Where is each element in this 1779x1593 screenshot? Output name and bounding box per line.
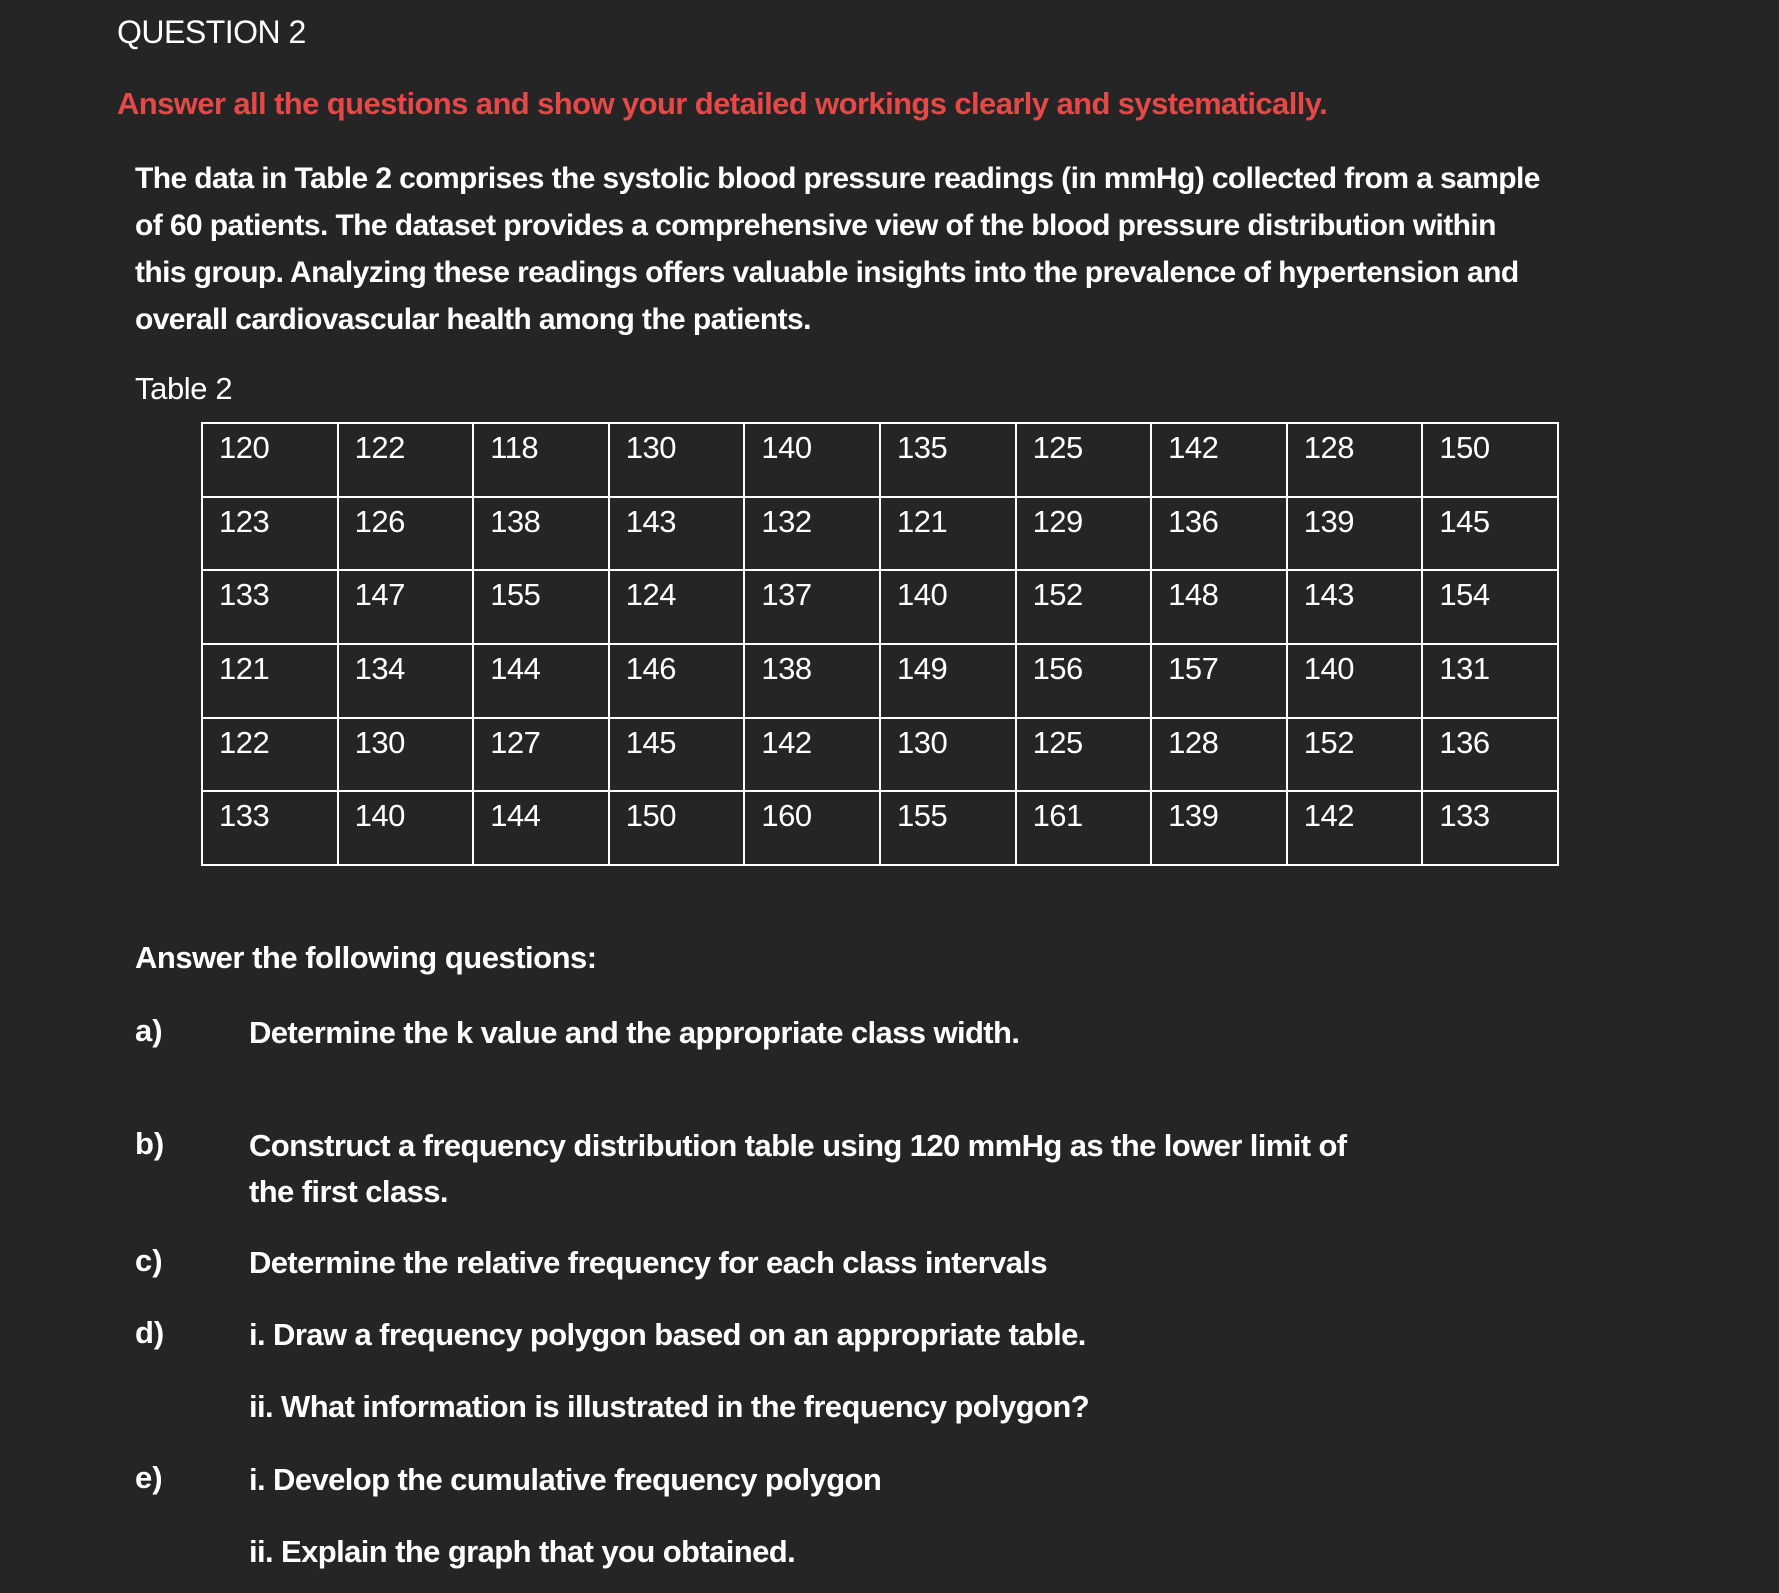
- table-cell: 130: [609, 423, 745, 497]
- table-cell: 142: [744, 718, 880, 792]
- intro-line: The data in Table 2 comprises the systolic blood pressure readings (in mmHg) collected from a sample: [135, 162, 1540, 195]
- table-cell: 148: [1151, 570, 1287, 644]
- question-b-text-line2: the first class.: [249, 1174, 448, 1209]
- table-cell: 147: [338, 570, 474, 644]
- intro-line: of 60 patients. The dataset provides a comprehensive view of the blood pressure distribution within: [135, 209, 1496, 242]
- table-row: [202, 570, 1558, 644]
- question-e-label: e): [135, 1460, 163, 1495]
- table-cell: 154: [1422, 570, 1558, 644]
- table-cell: 136: [1422, 718, 1558, 792]
- table-cell: 134: [338, 644, 474, 718]
- question-e-text-part1: i. Develop the cumulative frequency polygon: [249, 1462, 882, 1497]
- table-cell: 150: [1422, 423, 1558, 497]
- question-a-text: Determine the k value and the appropriate class width.: [249, 1015, 1020, 1050]
- table-cell: 144: [473, 644, 609, 718]
- table-cell: 142: [1151, 423, 1287, 497]
- table-cell: 156: [1016, 644, 1152, 718]
- table-cell: 136: [1151, 497, 1287, 571]
- table-cell: 124: [609, 570, 745, 644]
- table-cell: 152: [1287, 718, 1423, 792]
- table-cell: 160: [744, 791, 880, 865]
- table-cell: 118: [473, 423, 609, 497]
- table-cell: 125: [1016, 718, 1152, 792]
- table-cell: 155: [880, 791, 1016, 865]
- intro-line: this group. Analyzing these readings offers valuable insights into the prevalence of hypertension and: [135, 256, 1519, 289]
- table-cell: 142: [1287, 791, 1423, 865]
- table-cell: 135: [880, 423, 1016, 497]
- table-cell: 144: [473, 791, 609, 865]
- intro-line: overall cardiovascular health among the patients.: [135, 303, 811, 336]
- table-cell: 145: [1422, 497, 1558, 571]
- question-c-text: Determine the relative frequency for each class intervals: [249, 1245, 1048, 1280]
- table-cell: 122: [202, 718, 338, 792]
- table-cell: 138: [744, 644, 880, 718]
- question-heading: QUESTION 2: [117, 14, 306, 50]
- table-row: [202, 497, 1558, 571]
- table-cell: 133: [202, 570, 338, 644]
- table-row: [202, 423, 1558, 497]
- table-row: [202, 644, 1558, 718]
- table-cell: 137: [744, 570, 880, 644]
- table-cell: 161: [1016, 791, 1152, 865]
- table-cell: 138: [473, 497, 609, 571]
- question-d-label: d): [135, 1315, 165, 1350]
- question-a-label: a): [135, 1013, 163, 1048]
- table-cell: 139: [1151, 791, 1287, 865]
- table-cell: 130: [880, 718, 1016, 792]
- questions-prompt: Answer the following questions:: [135, 940, 597, 975]
- blood-pressure-table: [201, 422, 1559, 866]
- table-cell: 132: [744, 497, 880, 571]
- table-cell: 140: [880, 570, 1016, 644]
- question-c-label: c): [135, 1243, 163, 1278]
- question-d-text-part2: ii. What information is illustrated in the frequency polygon?: [249, 1389, 1090, 1424]
- table-caption: Table 2: [135, 371, 233, 406]
- table-cell: 140: [1287, 644, 1423, 718]
- table-cell: 127: [473, 718, 609, 792]
- table-cell: 133: [202, 791, 338, 865]
- table-cell: 139: [1287, 497, 1423, 571]
- table-cell: 121: [202, 644, 338, 718]
- intro-paragraph: [135, 155, 1635, 343]
- table-cell: 155: [473, 570, 609, 644]
- table-cell: 143: [609, 497, 745, 571]
- table-cell: 123: [202, 497, 338, 571]
- table-row: [202, 791, 1558, 865]
- table-cell: 131: [1422, 644, 1558, 718]
- table-cell: 157: [1151, 644, 1287, 718]
- question-e-text-part2: ii. Explain the graph that you obtained.: [249, 1534, 796, 1569]
- table-cell: 140: [744, 423, 880, 497]
- question-b-label: b): [135, 1126, 165, 1161]
- table-cell: 130: [338, 718, 474, 792]
- table-cell: 125: [1016, 423, 1152, 497]
- table-cell: 145: [609, 718, 745, 792]
- table-cell: 146: [609, 644, 745, 718]
- table-row: [202, 718, 1558, 792]
- table-cell: 143: [1287, 570, 1423, 644]
- table-cell: 140: [338, 791, 474, 865]
- table-cell: 122: [338, 423, 474, 497]
- table-cell: 121: [880, 497, 1016, 571]
- table-cell: 128: [1287, 423, 1423, 497]
- table-cell: 126: [338, 497, 474, 571]
- table-cell: 150: [609, 791, 745, 865]
- table-cell: 129: [1016, 497, 1152, 571]
- question-b-text-line1: Construct a frequency distribution table using 120 mmHg as the lower limit of: [249, 1128, 1347, 1163]
- table-cell: 128: [1151, 718, 1287, 792]
- question-d-text-part1: i. Draw a frequency polygon based on an appropriate table.: [249, 1317, 1086, 1352]
- table-cell: 152: [1016, 570, 1152, 644]
- instruction-text: Answer all the questions and show your detailed workings clearly and systematically.: [117, 86, 1328, 121]
- table-cell: 120: [202, 423, 338, 497]
- table-cell: 149: [880, 644, 1016, 718]
- table-cell: 133: [1422, 791, 1558, 865]
